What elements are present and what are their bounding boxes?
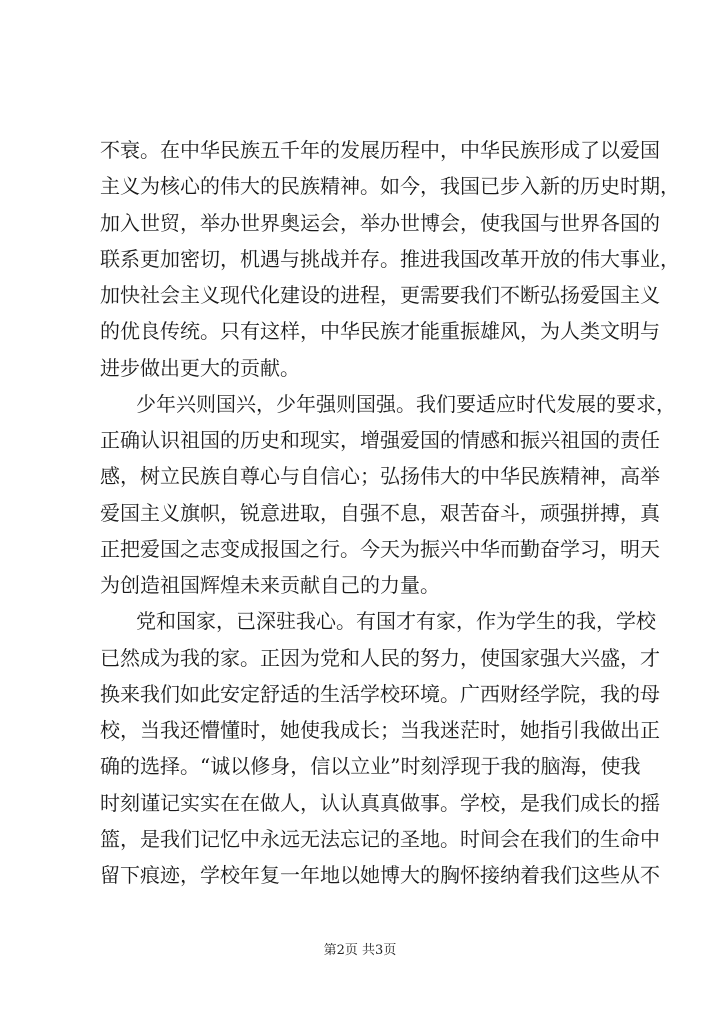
page-number-footer: 第2页 共3页 bbox=[323, 943, 397, 958]
text-line: 的优良传统。只有这样，中华民族才能重振雄风，为人类文明与 bbox=[100, 319, 660, 344]
text-line: 少年兴则国兴，少年强则国强。我们要适应时代发展的要求， bbox=[136, 391, 676, 416]
text-line: 感，树立民族自尊心与自信心；弘扬伟大的中华民族精神，高举 bbox=[100, 464, 660, 489]
text-line: 不衰。在中华民族五千年的发展历程中，中华民族形成了以爱国 bbox=[100, 138, 660, 162]
text-line: 篮，是我们记忆中永远无法忘记的圣地。时间会在我们的生命中 bbox=[100, 826, 660, 851]
text-line: 为创造祖国辉煌未来贡献自己的力量。 bbox=[100, 573, 440, 597]
text-line: 时刻谨记实实在在做人，认认真真做事。学校，是我们成长的摇 bbox=[100, 790, 660, 815]
text-line: 确的选择。“诚以修身，信以立业”时刻浮现于我的脑海，使我 bbox=[100, 754, 641, 779]
text-line: 主义为核心的伟大的民族精神。如今，我国已步入新的历史时期， bbox=[100, 174, 680, 199]
text-line: 校，当我还懵懂时，她使我成长；当我迷茫时，她指引我做出正 bbox=[100, 718, 660, 742]
text-line: 已然成为我的家。正因为党和人民的努力，使国家强大兴盛，才 bbox=[100, 645, 660, 670]
text-line: 加入世贸，举办世界奥运会，举办世博会，使我国与世界各国的 bbox=[100, 210, 660, 235]
text-line: 爱国主义旗帜，锐意进取，自强不息，艰苦奋斗，顽强拼搏，真 bbox=[100, 500, 660, 525]
text-line: 进步做出更大的贡献。 bbox=[100, 355, 300, 380]
document-body bbox=[100, 132, 680, 893]
paragraph bbox=[100, 603, 660, 893]
paragraph bbox=[100, 132, 680, 386]
text-line: 联系更加密切，机遇与挑战并存。推进我国改革开放的伟大事业， bbox=[100, 246, 680, 271]
text-line: 正把爱国之志变成报国之行。今天为振兴中华而勤奋学习，明天 bbox=[100, 536, 660, 561]
text-line: 加快社会主义现代化建设的进程，更需要我们不断弘扬爱国主义 bbox=[100, 283, 660, 307]
text-line: 换来我们如此安定舒适的生活学校环境。广西财经学院，我的母 bbox=[100, 681, 660, 706]
text-line: 留下痕迹，学校年复一年地以她博大的胸怀接纳着我们这些从不 bbox=[100, 863, 660, 887]
text-line: 正确认识祖国的历史和现实，增强爱国的情感和振兴祖国的责任 bbox=[100, 428, 660, 452]
text-line: 党和国家，已深驻我心。有国才有家，作为学生的我，学校 bbox=[136, 609, 656, 634]
paragraph bbox=[100, 386, 676, 604]
